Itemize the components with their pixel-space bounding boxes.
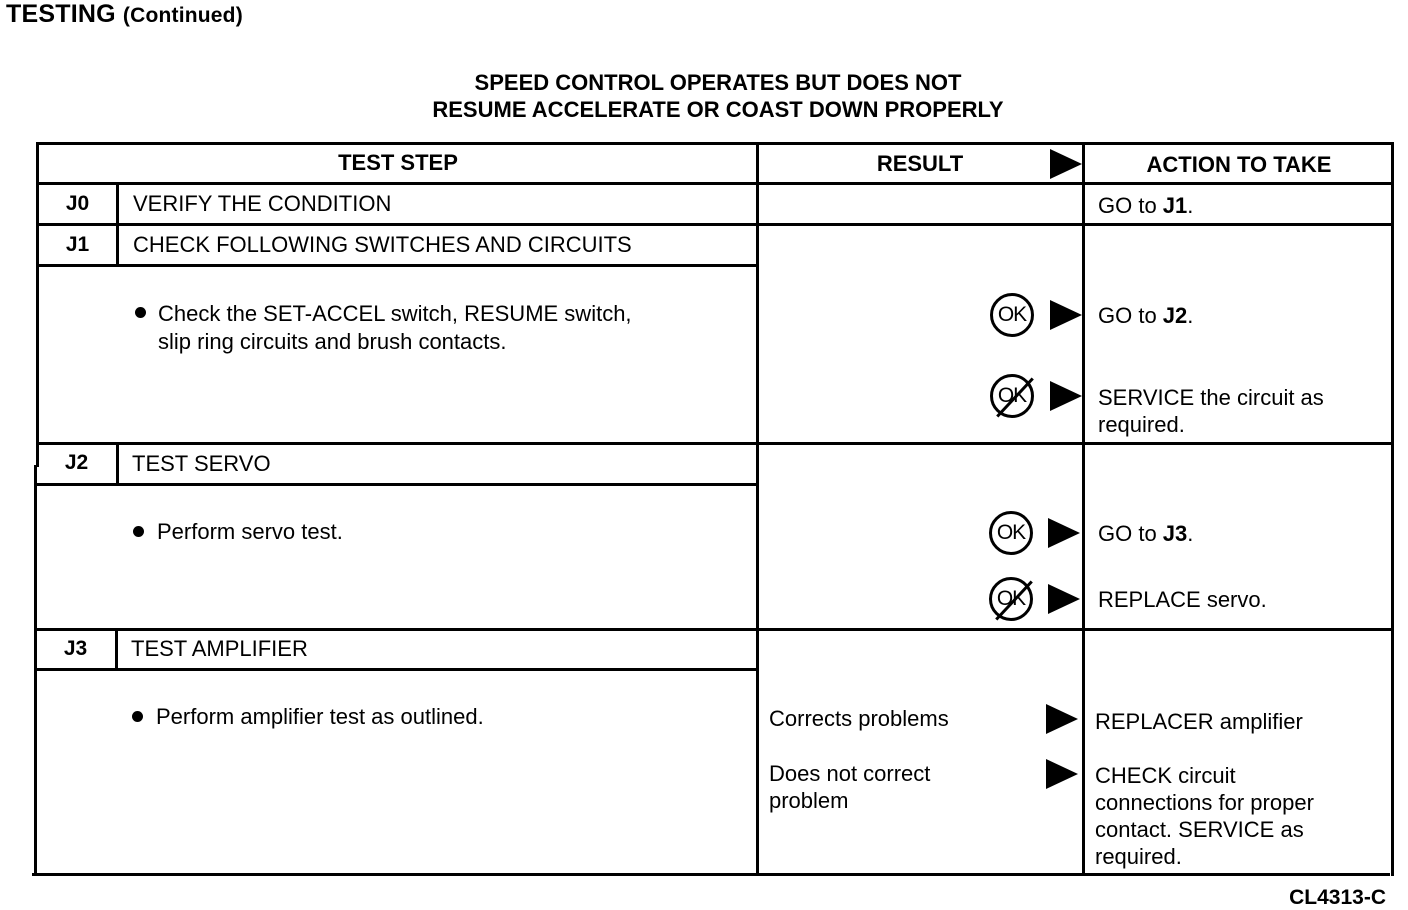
step-id-j1: J1 [65,233,90,256]
doc-title-line2: RESUME ACCELERATE OR COAST DOWN PROPERLY [432,97,1004,122]
action-j0: GO to J1. [1098,193,1194,218]
action-j1-notok-line2: required. [1098,412,1185,437]
section-header [6,0,243,29]
ok-icon: OK [990,293,1034,337]
step-id-j2: J2 [64,451,89,474]
not-ok-icon: OK [989,577,1033,621]
not-ok-icon: OK [990,374,1034,418]
arrow-icon [1046,759,1078,789]
action-j2-notok: REPLACE servo. [1098,587,1267,612]
action-j3-corrects: REPLACER amplifier [1095,709,1303,734]
bullet-icon [133,526,144,537]
doc-title-line1: SPEED CONTROL OPERATES BUT DOES NOT [474,70,962,95]
section-title: TESTING [6,0,116,28]
arrow-icon [1050,381,1082,411]
step-detail-j1-line1: Check the SET-ACCEL switch, RESUME switch, [158,301,632,326]
result-j3-corrects: Corrects problems [769,706,949,731]
j0-j1-id-divider [116,182,119,267]
j2-id-divider [116,442,119,486]
col-header-result: RESULT [876,151,964,176]
arrow-icon [1048,518,1080,548]
arrow-icon [1048,584,1080,614]
step-id-j0: J0 [65,192,90,215]
step-detail-j1-line2: slip ring circuits and brush contacts. [158,329,507,354]
ok-icon: OK [989,511,1033,555]
figure-code: CL4313-C [1289,886,1386,909]
col-header-action: ACTION TO TAKE [1146,152,1332,177]
j1-title-bottom [36,264,758,267]
action-j2-ok: GO to J3. [1098,521,1194,546]
step-detail-j3: Perform amplifier test as outlined. [156,704,484,729]
section-continued: (Continued) [122,4,243,27]
table-border-bottom [32,873,1390,876]
arrow-icon [1046,704,1078,734]
table-border-top [36,142,1394,145]
step-title-j1: CHECK FOLLOWING SWITCHES AND CIRCUITS [133,232,632,257]
j3-title-bottom [36,668,758,671]
arrow-icon [1050,300,1082,330]
j0-bottom [36,223,1394,226]
result-j3-not-correct-line2: problem [769,788,849,813]
header-bottom [36,182,1394,185]
j1-bottom [36,442,1394,445]
action-j1-ok: GO to J2. [1098,303,1194,328]
step-title-j3: TEST AMPLIFIER [131,636,308,661]
j3-id-divider [115,628,118,671]
divider-result [756,142,759,876]
step-title-j2: TEST SERVO [132,451,271,476]
arrow-icon [1050,149,1082,179]
action-j3-notcorrect-line3: contact. SERVICE as [1095,817,1304,842]
result-j3-not-correct-line1: Does not correct [769,761,931,786]
action-j1-notok-line1: SERVICE the circuit as [1098,385,1324,410]
table-border-right [1391,142,1394,876]
step-id-j3: J3 [63,637,88,660]
bullet-icon [135,307,146,318]
j2-title-bottom [36,483,758,486]
action-j3-notcorrect-line2: connections for proper [1095,790,1314,815]
step-detail-j2: Perform servo test. [157,519,343,544]
step-title-j0: VERIFY THE CONDITION [133,191,392,216]
action-j3-notcorrect-line1: CHECK circuit [1095,763,1236,788]
bullet-icon [132,711,143,722]
j2-bottom [36,628,1394,631]
action-j3-notcorrect-line4: required. [1095,844,1182,869]
col-header-test-step: TEST STEP [338,150,458,175]
divider-action [1082,142,1085,876]
